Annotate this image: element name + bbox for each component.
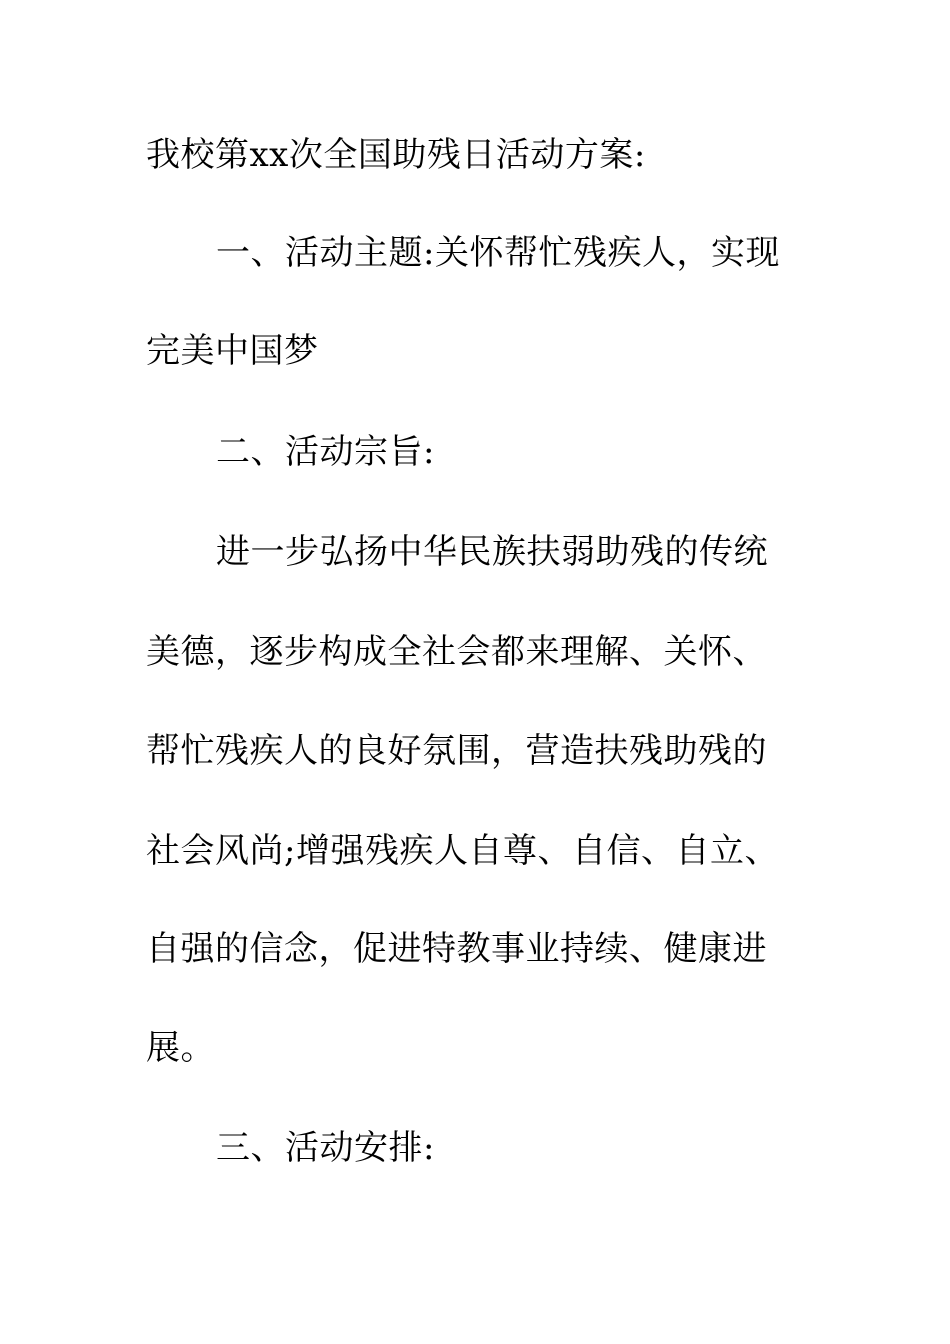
- arrangement-heading-line: 三、活动安排:: [216, 1128, 435, 1168]
- theme-heading-line: 一、活动主题:关怀帮忙残疾人，实现: [216, 233, 780, 273]
- purpose-paragraph-line-2: 美德，逐步构成全社会都来理解、关怀、: [146, 632, 767, 672]
- intro-line: 我校第xx次全国助残日活动方案:: [146, 135, 646, 175]
- purpose-paragraph-line-4: 社会风尚;增强残疾人自尊、自信、自立、: [146, 831, 779, 871]
- purpose-paragraph-line-1: 进一步弘扬中华民族扶弱助残的传统: [216, 532, 768, 572]
- theme-continuation-line: 完美中国梦: [146, 331, 319, 371]
- purpose-paragraph-line-6: 展。: [146, 1028, 215, 1068]
- purpose-paragraph-line-3: 帮忙残疾人的良好氛围，营造扶残助残的: [146, 731, 767, 771]
- purpose-paragraph-line-5: 自强的信念，促进特教事业持续、健康进: [146, 929, 767, 969]
- purpose-heading-line: 二、活动宗旨:: [216, 432, 435, 472]
